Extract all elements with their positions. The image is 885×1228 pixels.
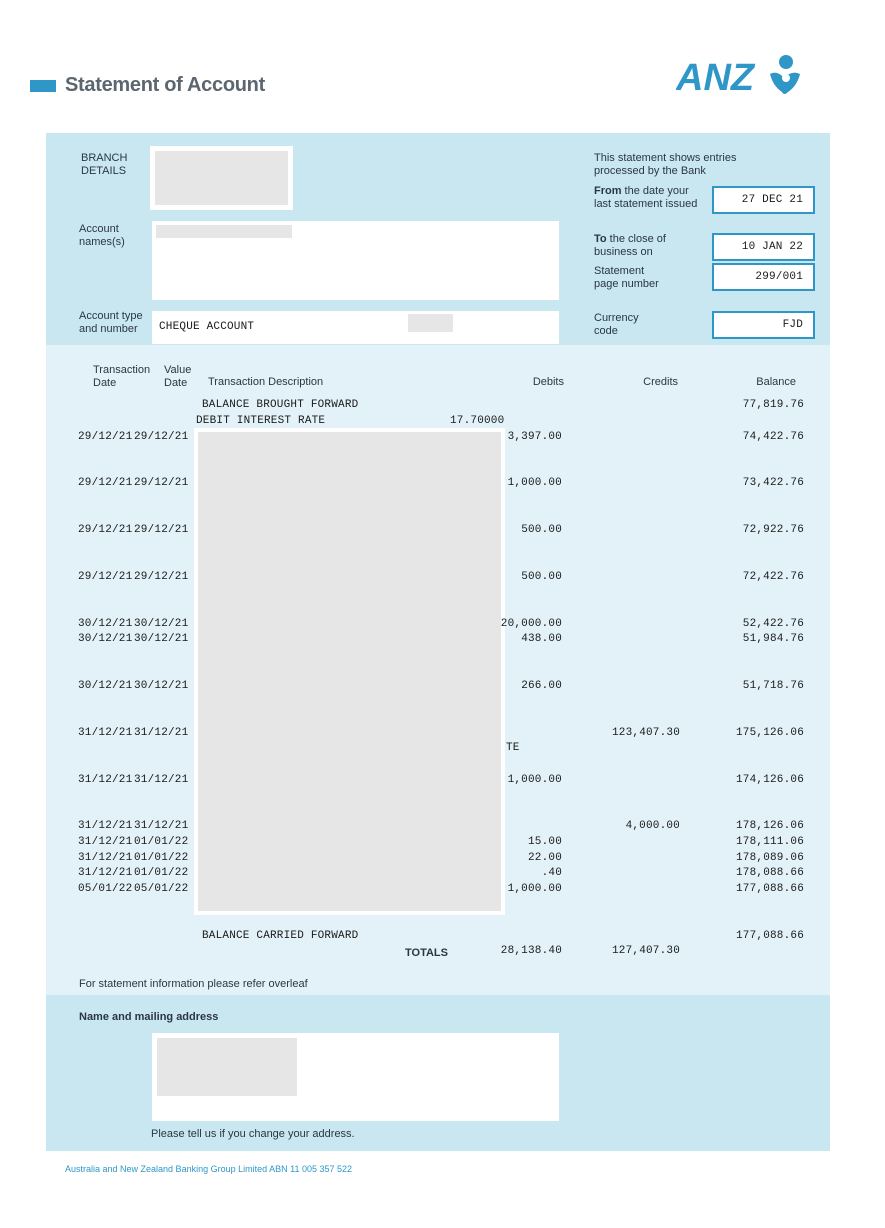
balance-amount: 72,922.76 xyxy=(742,524,804,536)
brought-forward-label: BALANCE BROUGHT FORWARD xyxy=(202,399,359,411)
txn-date: 30/12/21 xyxy=(78,618,133,630)
redacted-branch xyxy=(155,151,288,205)
account-type-value: CHEQUE ACCOUNT xyxy=(159,321,255,333)
transaction-row xyxy=(0,679,885,693)
credit-amount xyxy=(580,430,680,444)
mailing-address-label: Name and mailing address xyxy=(79,1011,219,1023)
debit-amount: 438.00 xyxy=(521,633,562,645)
balance-amount: 178,089.06 xyxy=(735,852,804,864)
account-type-label: Account type and number xyxy=(79,310,143,335)
txn-date: 31/12/21 xyxy=(78,820,133,832)
col-value-date: Value Date xyxy=(164,364,192,389)
debit-amount: 500.00 xyxy=(521,571,562,583)
to-date-value: 10 JAN 22 xyxy=(712,233,815,261)
interest-rate-label: DEBIT INTEREST RATE xyxy=(196,415,326,427)
credit-amount xyxy=(580,866,680,880)
txn-date: 29/12/21 xyxy=(78,431,133,443)
balance-amount: 178,126.06 xyxy=(735,820,804,832)
totals-label: TOTALS xyxy=(405,947,448,959)
transaction-row xyxy=(0,476,885,490)
col-transaction-date: Transaction Date xyxy=(93,364,151,389)
txn-date: 29/12/21 xyxy=(78,477,133,489)
value-date: 31/12/21 xyxy=(134,820,189,832)
credit-amount: 123,407.30 xyxy=(611,727,680,739)
from-date-value: 27 DEC 21 xyxy=(712,186,815,214)
footer-company: Australia and New Zealand Banking Group Limited ABN 11 005 357 522 xyxy=(65,1164,353,1174)
currency-label: Currency code xyxy=(594,312,639,337)
debit-amount: 1,000.00 xyxy=(507,883,562,895)
txn-date: 30/12/21 xyxy=(78,633,133,645)
value-date: 31/12/21 xyxy=(134,774,189,786)
account-names-label: Account names(s) xyxy=(79,223,125,248)
credit-amount: 4,000.00 xyxy=(625,820,680,832)
balance-amount: 175,126.06 xyxy=(735,727,804,739)
currency-value: FJD xyxy=(712,311,815,339)
credit-amount xyxy=(580,617,680,631)
debit-amount: 20,000.00 xyxy=(500,618,562,630)
balance-amount: 52,422.76 xyxy=(742,618,804,630)
value-date: 29/12/21 xyxy=(134,431,189,443)
debit-amount xyxy=(462,726,562,740)
value-date: 29/12/21 xyxy=(134,524,189,536)
balance-amount: 51,984.76 xyxy=(742,633,804,645)
value-date: 01/01/22 xyxy=(134,852,189,864)
debit-amount: 500.00 xyxy=(521,524,562,536)
txn-date: 31/12/21 xyxy=(78,727,133,739)
debit-amount: 1,000.00 xyxy=(507,774,562,786)
balance-amount: 174,126.06 xyxy=(735,774,804,786)
redacted-account-number xyxy=(408,314,453,332)
interest-rate-value: 17.70000 xyxy=(450,415,505,427)
balance-amount: 178,111.06 xyxy=(735,836,804,848)
credit-amount xyxy=(580,835,680,849)
txn-date: 29/12/21 xyxy=(78,524,133,536)
credit-amount xyxy=(580,476,680,490)
value-date: 31/12/21 xyxy=(134,727,189,739)
txn-date: 31/12/21 xyxy=(78,852,133,864)
logo-text: ANZ xyxy=(676,57,755,98)
transaction-row xyxy=(0,851,885,865)
txn-date: 05/01/22 xyxy=(78,883,133,895)
value-date: 30/12/21 xyxy=(134,618,189,630)
txn-date: 31/12/21 xyxy=(78,867,133,879)
txn-date: 29/12/21 xyxy=(78,571,133,583)
transaction-row xyxy=(0,773,885,787)
col-credits: Credits xyxy=(643,376,678,388)
carried-forward-balance: 177,088.66 xyxy=(735,930,804,942)
carried-forward-label: BALANCE CARRIED FORWARD xyxy=(202,930,359,942)
transaction-row xyxy=(0,882,885,896)
value-date: 30/12/21 xyxy=(134,680,189,692)
total-debits: 28,138.40 xyxy=(500,945,562,957)
value-date: 01/01/22 xyxy=(134,867,189,879)
credit-amount xyxy=(580,570,680,584)
redacted-account-name xyxy=(156,225,292,238)
debit-amount: 15.00 xyxy=(527,836,562,848)
change-address-note: Please tell us if you change your address. xyxy=(151,1128,355,1140)
total-credits: 127,407.30 xyxy=(611,945,680,957)
header-accent-bar xyxy=(30,80,56,92)
transaction-row xyxy=(0,430,885,444)
balance-amount: 178,088.66 xyxy=(735,867,804,879)
debit-amount: 22.00 xyxy=(527,852,562,864)
col-description: Transaction Description xyxy=(208,376,324,388)
refer-overleaf-note: For statement information please refer overleaf xyxy=(79,978,308,990)
debit-amount: 1,000.00 xyxy=(507,477,562,489)
credit-amount xyxy=(580,773,680,787)
balance-amount: 177,088.66 xyxy=(735,883,804,895)
debit-amount: .40 xyxy=(541,867,562,879)
page-number-value: 299/001 xyxy=(712,263,815,291)
page-number-label: Statement page number xyxy=(594,265,659,290)
txn-date: 31/12/21 xyxy=(78,774,133,786)
debit-amount: 266.00 xyxy=(521,680,562,692)
statement-intro: This statement shows entries processed by the Bank xyxy=(594,152,737,177)
transaction-row xyxy=(0,570,885,584)
credit-amount xyxy=(580,882,680,896)
anz-logo xyxy=(676,52,808,98)
balance-amount: 73,422.76 xyxy=(742,477,804,489)
balance-amount: 51,718.76 xyxy=(742,680,804,692)
value-date: 29/12/21 xyxy=(134,571,189,583)
credit-amount xyxy=(580,679,680,693)
debit-amount: 3,397.00 xyxy=(507,431,562,443)
col-debits: Debits xyxy=(532,376,564,388)
transaction-row xyxy=(0,835,885,849)
value-date: 29/12/21 xyxy=(134,477,189,489)
transaction-row xyxy=(0,819,885,833)
value-date: 01/01/22 xyxy=(134,836,189,848)
branch-label: BRANCH DETAILS xyxy=(81,152,128,177)
balance-amount: 74,422.76 xyxy=(742,431,804,443)
txn-date: 31/12/21 xyxy=(78,836,133,848)
value-date: 30/12/21 xyxy=(134,633,189,645)
credit-amount xyxy=(580,851,680,865)
transaction-row xyxy=(0,726,885,740)
page-title: Statement of Account xyxy=(65,74,265,96)
transaction-row xyxy=(0,632,885,646)
credit-amount xyxy=(580,632,680,646)
txn-date: 30/12/21 xyxy=(78,680,133,692)
from-label: From the date your last statement issued xyxy=(594,185,698,210)
transaction-row xyxy=(0,866,885,880)
description-fragment: TE xyxy=(506,742,520,754)
col-balance: Balance xyxy=(756,376,796,388)
transaction-row xyxy=(0,523,885,537)
debit-amount xyxy=(462,819,562,833)
value-date: 05/01/22 xyxy=(134,883,189,895)
credit-amount xyxy=(580,523,680,537)
brought-forward-balance: 77,819.76 xyxy=(742,399,804,411)
transaction-row xyxy=(0,617,885,631)
redacted-mailing-address xyxy=(157,1038,297,1096)
balance-amount: 72,422.76 xyxy=(742,571,804,583)
to-label: To the close of business on xyxy=(594,233,666,258)
